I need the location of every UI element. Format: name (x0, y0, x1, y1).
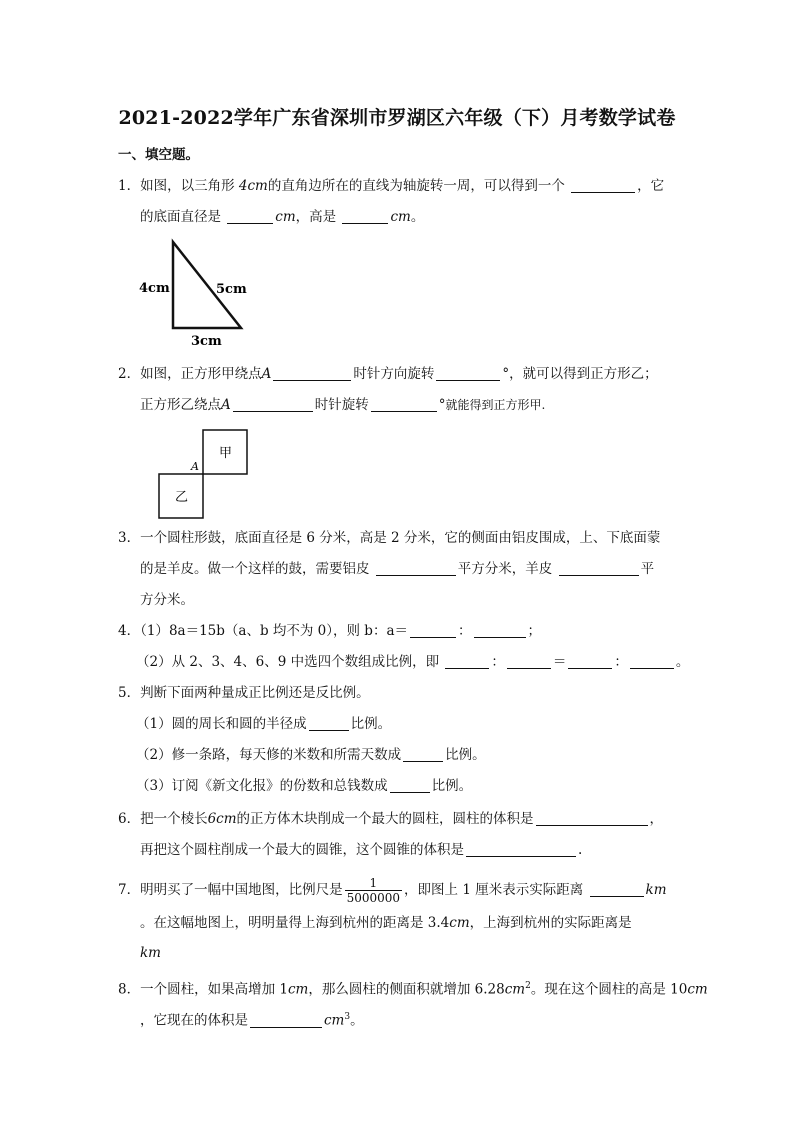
answer-blank[interactable] (559, 561, 639, 576)
answer-blank[interactable] (342, 209, 388, 224)
answer-blank[interactable] (390, 778, 430, 793)
question-3-line-3: 方分米。 (140, 592, 194, 608)
answer-blank[interactable] (233, 397, 313, 412)
answer-blank[interactable] (536, 811, 648, 826)
answer-blank[interactable] (309, 716, 349, 731)
question-4-line-1: 4．（1）8a＝15b（a、b 均不为 0），则 b：a＝ ： ； (118, 623, 541, 639)
question-8-line-2: ，它现在的体积是 $cm^3$。 (140, 1012, 364, 1029)
triangle-hyp-label: 5cm (216, 282, 247, 297)
answer-blank[interactable] (403, 747, 443, 762)
question-5-item-3: （3）订阅《新文化报》的份数和总钱数成 比例。 (136, 778, 473, 794)
question-7-line-1: 7．明明买了一幅中国地图，比例尺是 $\frac{1}{5000000}$ ，即图上 1 厘米表示实际距离 km (118, 876, 667, 905)
answer-blank[interactable] (371, 397, 437, 412)
question-5-item-2: （2）修一条路，每天修的米数和所需天数成 比例。 (136, 747, 486, 763)
question-4-line-2: （2）从 2、3、4、6、9 中选四个数组成比例，即 ： ＝ ： 。 (136, 654, 690, 670)
answer-blank[interactable] (250, 1013, 322, 1028)
answer-blank[interactable] (571, 178, 635, 193)
scale-fraction: $\frac{1}{5000000}$ (346, 876, 401, 905)
answer-blank[interactable] (410, 623, 456, 638)
answer-blank[interactable] (590, 882, 644, 897)
answer-blank[interactable] (445, 654, 489, 669)
question-7-line-2: 。在这幅地图上，明明量得上海到杭州的距离是 3.4cm，上海到杭州的实际距离是 (140, 915, 632, 931)
question-3-line-1: 3．一个圆柱形鼓，底面直径是 6 分米，高是 2 分米，它的侧面由铝皮围成，上、下底面蒙 (118, 530, 661, 546)
section-heading: 一、填空题。 (118, 147, 199, 163)
answer-blank[interactable] (507, 654, 551, 669)
answer-blank[interactable] (436, 366, 500, 381)
square-jia-label: 甲 (219, 446, 233, 461)
question-3-line-2: 的是羊皮。做一个这样的鼓，需要铝皮 平方分米，羊皮 平 (140, 561, 655, 577)
question-2-line-1: 2．如图，正方形甲绕点A 时针方向旋转 °，就可以得到正方形乙； (118, 366, 658, 382)
question-1-line-2: 的底面直径是 cm，高是 cm。 (140, 209, 425, 225)
square-yi-label: 乙 (175, 490, 189, 505)
question-7-line-3: km (140, 945, 161, 961)
page-title: 2021-2022学年广东省深圳市罗湖区六年级（下）月考数学试卷 (118, 107, 676, 129)
triangle-left-label: 4cm (139, 281, 170, 296)
question-5-intro: 5．判断下面两种量成正比例还是反比例。 (118, 685, 370, 701)
question-1-line-1: 1．如图，以三角形 4cm的直角边所在的直线为轴旋转一周，可以得到一个 ，它 (118, 178, 665, 194)
answer-blank[interactable] (474, 623, 526, 638)
triangle-bottom-label: 3cm (191, 334, 222, 348)
question-8-line-1: 8．一个圆柱，如果高增加 1cm，那么圆柱的侧面积就增加 $6.28cm^2$。现在这个圆柱的高是 10cm (118, 981, 708, 998)
point-a-label: A (191, 460, 199, 473)
question-5-item-1: （1）圆的周长和圆的半径成 比例。 (136, 716, 392, 732)
answer-blank[interactable] (273, 366, 351, 381)
answer-blank[interactable] (466, 842, 576, 857)
answer-blank[interactable] (630, 654, 674, 669)
question-6-line-1: 6．把一个棱长6cm的正方体木块削成一个最大的圆柱，圆柱的体积是 ， (118, 811, 664, 827)
answer-blank[interactable] (568, 654, 612, 669)
question-2-line-2: 正方形乙绕点A 时针旋转 °就能得到正方形甲. (140, 397, 546, 413)
right-triangle-figure (138, 238, 248, 348)
question-6-line-2: 再把这个圆柱削成一个最大的圆锥，这个圆锥的体积是 . (140, 842, 583, 858)
answer-blank[interactable] (376, 561, 456, 576)
rotated-squares-figure (157, 428, 249, 520)
answer-blank[interactable] (227, 209, 273, 224)
